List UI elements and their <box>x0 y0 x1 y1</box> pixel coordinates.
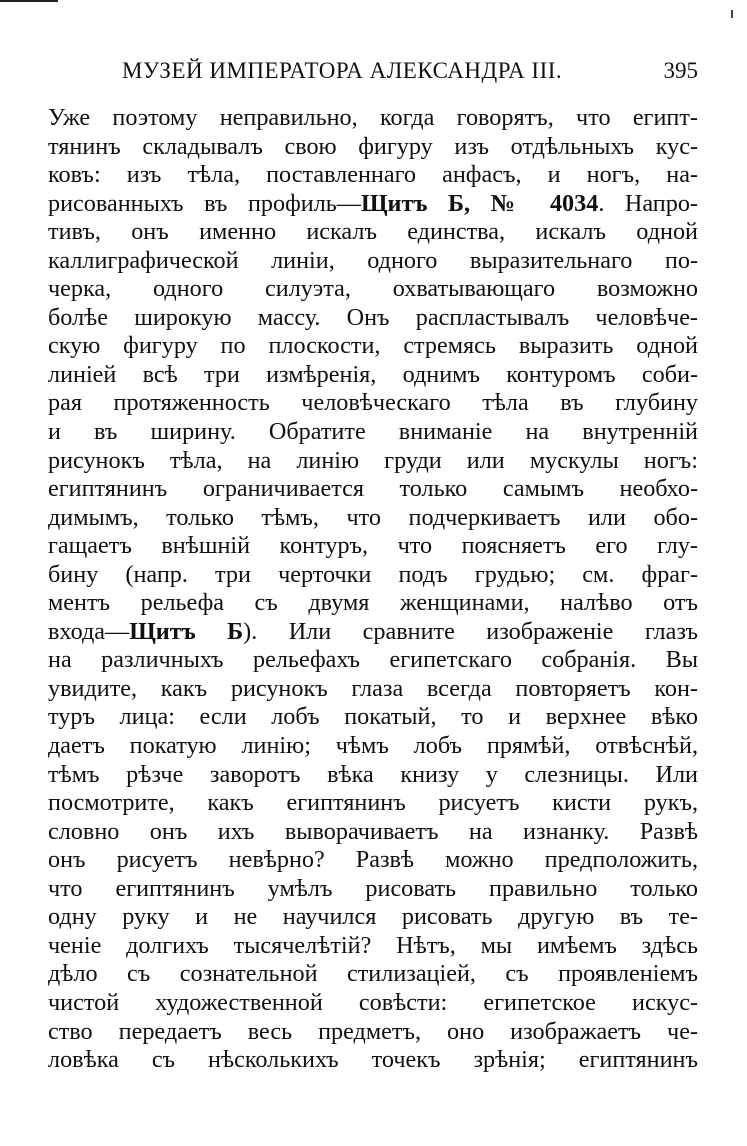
text-line: ментъ рельефа съ двумя женщинами, налѣво отъ <box>48 589 698 617</box>
text-line: линіей всѣ три измѣренія, однимъ контуромъ соби- <box>48 360 698 388</box>
shield-reference: Щитъ Б, № 4034 <box>360 189 599 217</box>
text-line: словно онъ ихъ выворачиваетъ на изнанку. Развѣ <box>48 817 698 845</box>
text-line: увидите, какъ рисунокъ глаза всегда повторяетъ кон- <box>48 674 698 702</box>
text-line: тянинъ складывалъ свою фигуру изъ отдѣльныхъ кус- <box>48 132 698 160</box>
text-line: дѣло съ сознательной стилизаціей, съ проявленіемъ <box>48 960 698 988</box>
text-line: тѣмъ рѣзче заворотъ вѣка книзу у слезницы. Или <box>48 760 698 788</box>
text-line: ченіе долгихъ тысячелѣтій? Нѣтъ, мы имѣемъ здѣсь <box>48 931 698 959</box>
text-line: рисованныхъ въ профиль—Щитъ Б, № 4034. Напро- <box>48 189 698 217</box>
running-head <box>48 56 698 92</box>
text-line: рисунокъ тѣла, на линію груди или мускулы ногъ: <box>48 446 698 474</box>
text-line: и въ ширину. Обратите вниманіе на внутренній <box>48 418 698 446</box>
text-line: скую фигуру по плоскости, стремясь выразить одной <box>48 332 698 360</box>
text-line: чистой художественной совѣсти: египетское искус- <box>48 988 698 1016</box>
text-line: бину (напр. три черточки подъ грудью; см. фраг- <box>48 560 698 588</box>
text-line: туръ лица: если лобъ покатый, то и верхнее вѣко <box>48 703 698 731</box>
body-text <box>48 104 698 1075</box>
text-line: ковъ: изъ тѣла, поставленнаго анфасъ, и ногъ, на- <box>48 161 698 189</box>
text-line: ловѣка съ нѣсколькихъ точекъ зрѣнія; египтянинъ <box>48 1046 698 1074</box>
text-line: посмотрите, какъ египтянинъ рисуетъ кисти рукъ, <box>48 789 698 817</box>
text-line: черка, одного силуэта, охватывающаго возможно <box>48 275 698 303</box>
text-line: одну руку и не научился рисовать другую въ те- <box>48 903 698 931</box>
text-line: Уже поэтому неправильно, когда говорятъ, что египт- <box>48 104 698 131</box>
text-line: рая протяженность человѣческаго тѣла въ глубину <box>48 389 698 417</box>
text-line: даетъ покатую линію; чѣмъ лобъ прямѣй, отвѣснѣй, <box>48 732 698 760</box>
text-line: димымъ, только тѣмъ, что подчеркиваетъ или обо- <box>48 503 698 531</box>
text-line: онъ рисуетъ невѣрно? Развѣ можно предположить, <box>48 846 698 874</box>
text-line: что египтянинъ умѣлъ рисовать правильно только <box>48 874 698 902</box>
text-line: ство передаетъ весь предметъ, оно изображаетъ че- <box>48 1017 698 1045</box>
text-line: египтянинъ ограничивается только самымъ необхо- <box>48 475 698 503</box>
text-line: на различныхъ рельефахъ египетскаго собранія. Вы <box>48 646 698 674</box>
text-line: болѣе широкую массу. Онъ распластывалъ человѣче- <box>48 303 698 331</box>
shield-reference: Щитъ Б <box>129 617 244 645</box>
scan-edge-mark <box>0 0 58 2</box>
book-page <box>48 56 698 1075</box>
page-number: 395 <box>663 58 698 83</box>
scan-edge-mark-right <box>731 10 733 18</box>
running-title: МУЗЕЙ ИМПЕРАТОРА АЛЕКСАНДРА III. <box>122 58 563 83</box>
text-line: тивъ, онъ именно искалъ единства, искалъ одной <box>48 218 698 246</box>
text-line: каллиграфической линіи, одного выразительнаго по- <box>48 246 698 274</box>
text-line: гащаетъ внѣшній контуръ, что поясняетъ его глу- <box>48 532 698 560</box>
text-line: входа—Щитъ Б). Или сравните изображеніе глазъ <box>48 617 698 645</box>
